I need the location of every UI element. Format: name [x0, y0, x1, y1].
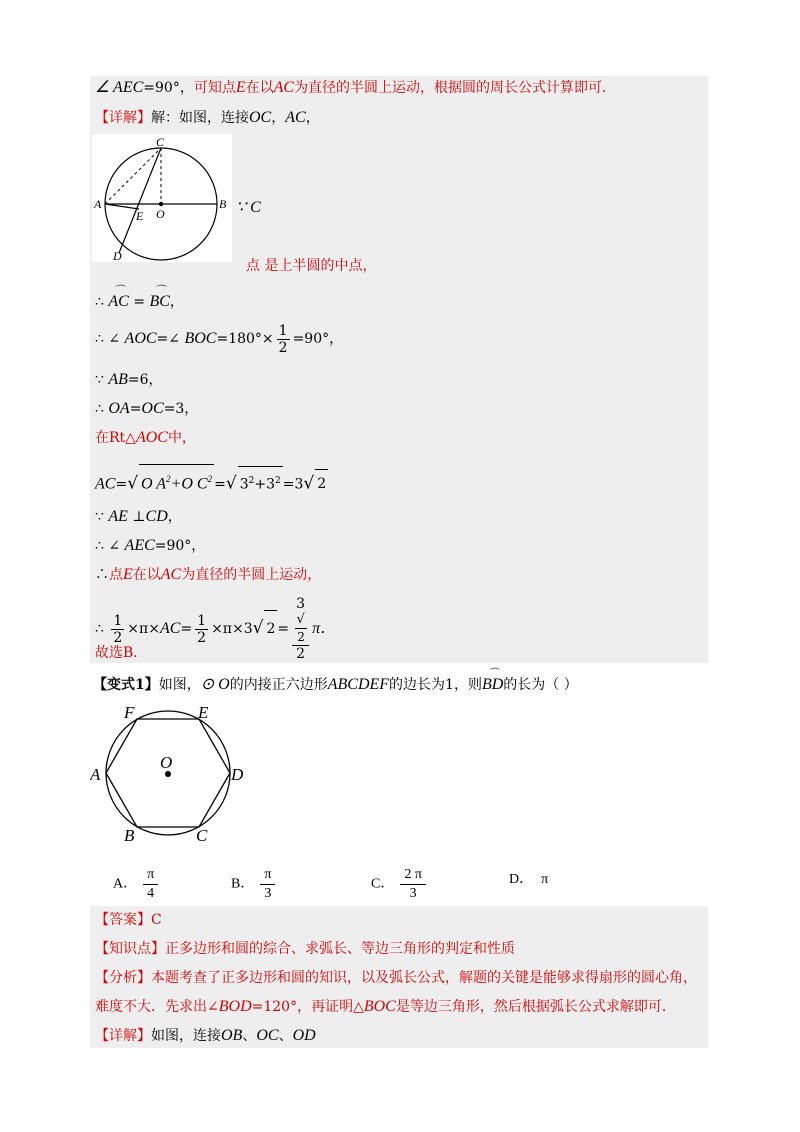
arc-bc: ⌒ BC — [149, 292, 169, 312]
three: +3 — [254, 476, 275, 493]
answer-value: C — [151, 912, 162, 928]
var-aoc: AOC — [124, 330, 157, 347]
den: 4 — [147, 886, 155, 901]
label-o: O — [160, 753, 173, 772]
option-d[interactable] — [509, 870, 548, 890]
label-c: C — [196, 826, 208, 845]
hexagon-name: ABCDEF — [327, 676, 390, 693]
because: ∵ — [95, 509, 109, 525]
angle-aec: ∠ AEC — [95, 79, 144, 96]
choose-line — [95, 643, 147, 663]
den: 3 — [409, 886, 417, 901]
text: 在Rt△ — [95, 430, 136, 446]
analysis-line-2 — [95, 997, 676, 1017]
sep: 、 — [242, 1028, 257, 1044]
num: 1 — [113, 612, 123, 629]
radical-sign: √ — [303, 473, 315, 494]
option-label: A． — [113, 876, 138, 892]
detail-line-2 — [95, 1026, 316, 1046]
var-ac: AC — [273, 79, 295, 96]
answer-tag: 【答案】 — [95, 912, 151, 928]
analysis-line-1 — [95, 968, 697, 988]
option-fraction — [143, 866, 158, 903]
result: =90°， — [292, 331, 344, 347]
three: 3 — [239, 476, 249, 493]
square: 2 — [166, 474, 171, 484]
detail-line — [95, 108, 320, 128]
text: 为直径的半圆上运动， — [181, 567, 322, 583]
var-e: E — [235, 79, 246, 96]
val: =180°× — [216, 331, 274, 347]
num — [292, 596, 309, 646]
therefore-angle: ∴ ∠ — [95, 331, 125, 347]
label-a: A — [94, 197, 102, 211]
num: π — [260, 866, 275, 885]
label-e: E — [136, 209, 144, 223]
var-ae: AE — [108, 508, 128, 525]
eq: = — [180, 621, 193, 637]
three: 3 — [296, 596, 306, 612]
label-d: D — [231, 765, 244, 784]
eq: = — [115, 476, 128, 493]
text: 的边长为1，则 — [389, 677, 482, 693]
option-a[interactable] — [113, 866, 158, 903]
variant-tag: 【变式1】 — [93, 677, 159, 693]
var-ob: OB — [221, 1027, 243, 1044]
text: 中， — [167, 430, 196, 446]
times-3: ×π×3 — [211, 621, 253, 637]
num: 1 — [197, 612, 207, 629]
num: 1 — [278, 322, 288, 339]
text: =120°，再证明△ — [251, 999, 364, 1015]
therefore: ∴ — [95, 294, 109, 310]
val: =6， — [127, 372, 163, 388]
label-b: B — [124, 826, 135, 845]
therefore: ∴ — [95, 567, 109, 583]
sep: ， — [305, 110, 320, 126]
eq-90: =90°， — [143, 80, 194, 96]
therefore-angle: ∴ ∠ — [95, 538, 125, 554]
text: 的长为（ ） — [503, 677, 578, 693]
option-label: D． — [509, 872, 534, 887]
var-oc: OC — [256, 1027, 279, 1044]
radical-sign: √ — [127, 473, 139, 494]
label-a: A — [90, 765, 101, 784]
den: 3 — [264, 886, 272, 901]
hexagon-figure — [90, 700, 250, 850]
analysis-text: 本题考查了正多边形和圆的知识，以及弧长公式，解题的关键是能够求得扇形的圆心角， — [151, 970, 697, 986]
var-aoc: AOC — [135, 429, 168, 446]
sep: ， — [271, 110, 286, 126]
var-ac: AC — [95, 475, 116, 493]
eq: = — [128, 294, 150, 310]
detail-tag: 【详解】 — [95, 110, 151, 126]
fraction-half — [277, 323, 290, 356]
text: 是等边三角形，然后根据弧长公式求解即可． — [395, 999, 676, 1015]
option-value: π — [541, 872, 549, 887]
arc-bd: ⌒ BD — [482, 675, 503, 695]
circle-figure-1 — [92, 134, 232, 262]
label-c: C — [156, 135, 165, 149]
option-b[interactable] — [231, 866, 275, 903]
fraction-half — [111, 613, 124, 646]
eq-angle: =∠ — [156, 331, 185, 347]
ac-formula-line — [95, 464, 328, 498]
analysis-tag: 【分析】 — [95, 970, 151, 986]
text: 解：如图，连接 — [151, 110, 249, 126]
num: 2 π — [400, 866, 426, 885]
var-ab: AB — [108, 371, 128, 388]
therefore: ∴ — [95, 401, 109, 417]
var-ac: AC — [285, 109, 306, 126]
perp: ⊥ — [127, 509, 146, 525]
text: 在以 — [132, 567, 161, 583]
angle-aoc-line — [95, 321, 343, 357]
sep: ， — [169, 294, 184, 310]
radicand-1 — [139, 464, 214, 498]
var-od: OD — [292, 1027, 316, 1044]
move-line — [95, 565, 321, 585]
rt-line — [95, 428, 196, 448]
den: 2 — [296, 646, 306, 662]
knowledge-line — [95, 939, 515, 959]
eq: = — [129, 401, 142, 417]
oa-line — [95, 399, 198, 419]
therefore: ∴ — [95, 621, 109, 637]
radical-sign: √ — [252, 618, 264, 638]
fraction-result — [292, 596, 309, 662]
option-label: B． — [231, 876, 255, 892]
var-ac: AC — [160, 566, 182, 583]
text: 在以 — [245, 80, 274, 96]
var-oc: OC — [249, 109, 272, 126]
aec-line — [95, 536, 205, 556]
text: 点 — [109, 567, 123, 583]
text: 为直径的半圆上运动，根据圆的周长公式计算即可． — [294, 80, 617, 96]
arcs-equal-line — [95, 292, 184, 312]
radicand: 2 — [264, 610, 277, 647]
var-aec: AEC — [124, 537, 155, 554]
label-d: D — [113, 249, 122, 262]
knowledge-tag: 【知识点】 — [95, 941, 165, 957]
knowledge-text: 正多边形和圆的综合、求弧长、等边三角形的判定和性质 — [165, 941, 515, 957]
solution-line-1 — [95, 78, 616, 98]
square: 2 — [274, 475, 281, 486]
radical-sign: √ — [225, 473, 237, 494]
var-bod: BOD — [218, 998, 252, 1015]
radical-sign: √ — [296, 612, 305, 627]
label-f: F — [124, 703, 135, 722]
perp-line — [95, 507, 182, 527]
eq: = — [277, 621, 290, 637]
radicand: 2 — [295, 628, 307, 645]
val: =90°， — [154, 538, 206, 554]
midpoint-text: 点 是上半圆的中点， — [246, 258, 377, 274]
eq-3: =3 — [282, 476, 304, 493]
num: π — [143, 866, 158, 885]
term-oc: +O C — [170, 475, 208, 493]
var-ac: AC — [159, 620, 181, 637]
because-c: ∵ C — [236, 199, 261, 216]
midpoint-line — [246, 256, 376, 276]
label-b: B — [219, 197, 227, 211]
pi: π． — [312, 620, 337, 637]
answer-line — [95, 910, 162, 930]
text: 如图， — [158, 677, 201, 693]
radicand-3: 2 — [315, 469, 328, 498]
option-label: C． — [371, 876, 395, 892]
option-fraction — [260, 866, 275, 903]
option-c[interactable] — [371, 866, 426, 903]
detail-tag: 【详解】 — [95, 1028, 151, 1044]
radicand-2 — [238, 466, 283, 499]
var-boc: BOC — [184, 330, 217, 347]
text: 可知点 — [193, 80, 236, 96]
text: 的内接正六边形 — [229, 677, 328, 693]
sep: 、 — [278, 1028, 293, 1044]
circle-o: ⊙ O — [200, 676, 230, 693]
arc-ac: ⌒ AC — [108, 292, 128, 312]
square: 2 — [207, 474, 213, 484]
because-c-line — [236, 198, 261, 218]
label-e: E — [198, 703, 209, 722]
var-oa: OA — [108, 400, 130, 417]
den: 2 — [113, 629, 123, 646]
term-oa: O A — [141, 475, 167, 493]
eq: = — [214, 476, 226, 493]
times-pi: ×π× — [127, 621, 160, 637]
val: =3， — [163, 401, 199, 417]
variant-question — [93, 675, 578, 695]
den: 2 — [278, 339, 288, 356]
var-e: E — [123, 566, 133, 583]
var-oc: OC — [141, 400, 164, 417]
sep: ， — [167, 509, 182, 525]
text: 难度不大．先求出∠ — [95, 999, 219, 1015]
because: ∵ — [95, 372, 109, 388]
option-fraction — [400, 866, 426, 903]
var-cd: CD — [145, 508, 168, 525]
label-o: O — [156, 207, 165, 221]
choose-b: 故选B． — [95, 645, 148, 661]
ab-line — [95, 370, 163, 390]
var-boc: BOC — [363, 998, 396, 1015]
square: 2 — [248, 475, 255, 486]
text: 如图，连接 — [151, 1028, 221, 1044]
fraction-half — [195, 613, 208, 646]
den: 2 — [197, 629, 207, 646]
